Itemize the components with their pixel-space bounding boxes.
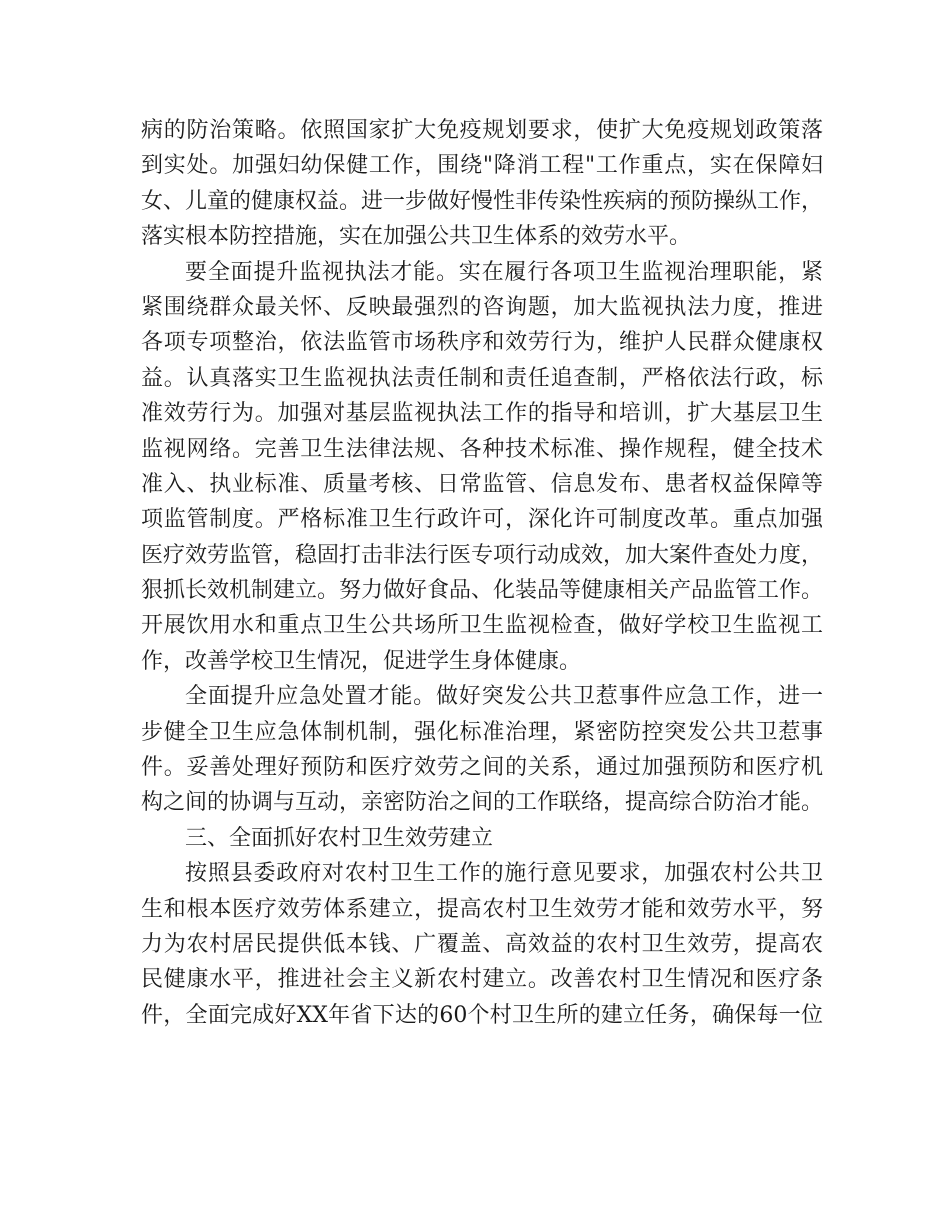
text-line: 要全面提升监视执法才能。实在履行各项卫生监视治理职能，紧 bbox=[185, 259, 823, 285]
text-line: 监视网络。完善卫生法律法规、各种技术标准、操作规程，健全技术 bbox=[141, 436, 823, 462]
text-line: 按照县委政府对农村卫生工作的施行意见要求，加强农村公共卫 bbox=[185, 861, 823, 887]
text-line: 项监管制度。严格标准卫生行政许可，深化许可制度改革。重点加强 bbox=[141, 507, 823, 533]
text-line: 各项专项整治，依法监管市场秩序和效劳行为，维护人民群众健康权 bbox=[141, 330, 823, 356]
text-line: 民健康水平，推进社会主义新农村建立。改善农村卫生情况和医疗条 bbox=[141, 967, 823, 993]
text-line: 医疗效劳监管，稳固打击非法行医专项行动成效，加大案件查处力度， bbox=[141, 542, 824, 568]
body-text bbox=[141, 113, 823, 1033]
text-line: 件，全面完成好XX年省下达的60个村卫生所的建立任务，确保每一位 bbox=[141, 1002, 823, 1028]
text-line: 到实处。加强妇幼保健工作，围绕"降消工程"工作重点，实在保障妇 bbox=[141, 153, 823, 179]
text-line: 落实根本防控措施，实在加强公共卫生体系的效劳水平。 bbox=[141, 224, 692, 250]
text-line: 病的防治策略。依照国家扩大免疫规划要求，使扩大免疫规划政策落 bbox=[141, 118, 823, 143]
text-line: 准入、执业标准、质量考核、日常监管、信息发布、患者权益保障等 bbox=[141, 471, 823, 497]
text-line: 步健全卫生应急体制机制，强化标准治理，紧密防控突发公共卫惹事 bbox=[141, 719, 823, 745]
text-line: 女、儿童的健康权益。进一步做好慢性非传染性疾病的预防操纵工作， bbox=[141, 188, 824, 214]
text-line: 准效劳行为。加强对基层监视执法工作的指导和培训，扩大基层卫生 bbox=[141, 401, 823, 427]
text-line: 件。妥善处理好预防和医疗效劳之间的关系，通过加强预防和医疗机 bbox=[141, 755, 823, 781]
text-line: 全面提升应急处置才能。做好突发公共卫惹事件应急工作，进一 bbox=[185, 684, 823, 710]
text-line: 构之间的协调与互动，亲密防治之间的工作联络，提高综合防治才能。 bbox=[141, 790, 824, 816]
text-line: 开展饮用水和重点卫生公共场所卫生监视检查，做好学校卫生监视工 bbox=[141, 613, 823, 639]
text-line: 三、全面抓好农村卫生效劳建立 bbox=[185, 825, 494, 851]
text-line: 紧围绕群众最关怀、反映最强烈的咨询题，加大监视执法力度，推进 bbox=[141, 294, 823, 320]
text-line: 作，改善学校卫生情况，促进学生身体健康。 bbox=[141, 648, 582, 674]
text-line: 力为农村居民提供低本钱、广覆盖、高效益的农村卫生效劳，提高农 bbox=[141, 931, 823, 957]
text-line: 益。认真落实卫生监视执法责任制和责任追查制，严格依法行政，标 bbox=[141, 365, 823, 391]
text-line: 生和根本医疗效劳体系建立，提高农村卫生效劳才能和效劳水平，努 bbox=[141, 896, 823, 922]
text-line: 狠抓长效机制建立。努力做好食品、化装品等健康相关产品监管工作。 bbox=[141, 578, 824, 604]
